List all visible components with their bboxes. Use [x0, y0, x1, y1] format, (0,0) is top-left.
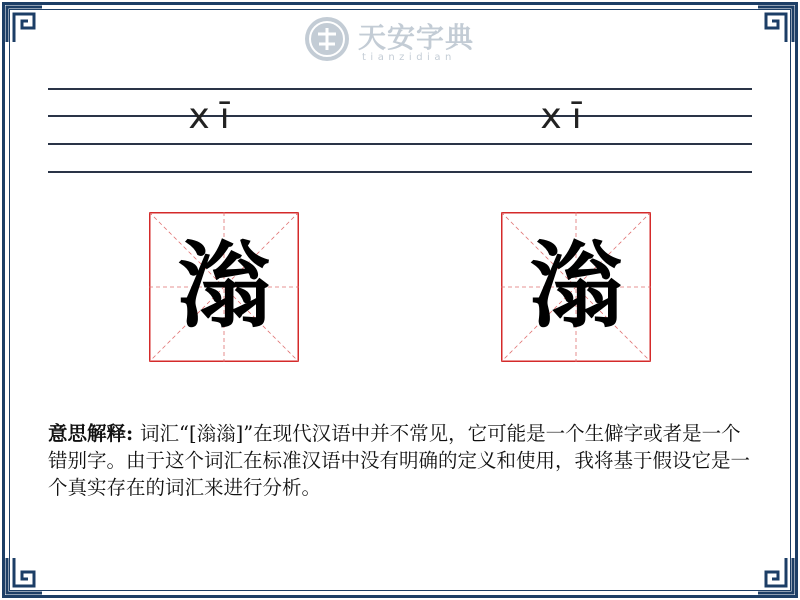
pinyin-rule-3 [48, 143, 752, 145]
logo-name: 天安字典 [358, 21, 475, 54]
pinyin-rule-4 [48, 171, 752, 173]
inner-frame [9, 9, 791, 591]
corner-ornament-top-right [754, 4, 796, 46]
explanation-text: 词汇“[滃滃]”在现代汉语中并不常见，它可能是一个生僻字或者是一个错别字。由于这个词汇在标准汉语中没有明确的定义和使用，我将基于假设它是一个真实存在的词汇来进行分析。 [48, 422, 751, 499]
watermark-logo [302, 14, 502, 70]
corner-ornament-bottom-right [754, 554, 796, 596]
character-grid-second [501, 212, 651, 362]
explanation-paragraph [48, 420, 754, 501]
corner-ornament-bottom-left [4, 554, 46, 596]
logo-subtitle: tianzidian [362, 52, 456, 63]
logo-seal-icon [302, 14, 352, 64]
pinyin-second: xī [540, 96, 592, 137]
pinyin-rule-1 [48, 88, 752, 90]
explanation-colon: : [126, 422, 141, 445]
character-grid-first [149, 212, 299, 362]
character-glyph-first: 滃 [176, 232, 271, 341]
character-glyph-second: 滃 [528, 232, 623, 341]
explanation-label: 意思解释 [48, 422, 127, 445]
corner-ornament-top-left [4, 4, 46, 46]
pinyin-first: xī [188, 96, 240, 137]
